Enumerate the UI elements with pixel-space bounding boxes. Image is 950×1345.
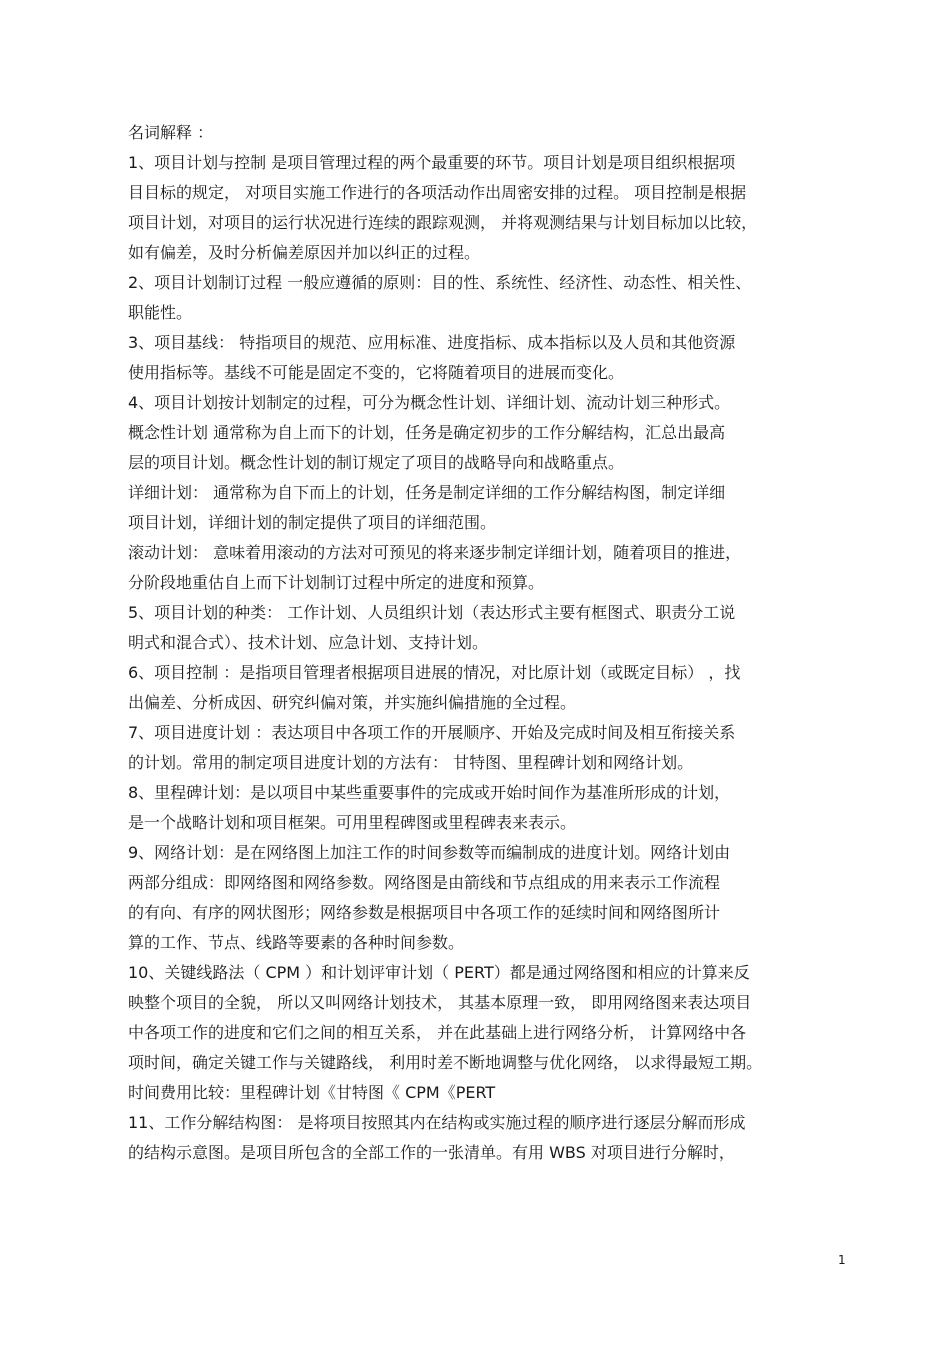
text-line: 明式和混合式）、技术计划、应急计划、支持计划。 [128,633,489,652]
text-line: 出偏差、分析成因、研究纠偏对策，并实施纠偏措施的全过程。 [128,693,577,712]
text-line: 项目计划，详细计划的制定提供了项目的详细范围。 [128,513,497,532]
text-line: 映整个项目的全貌， 所以又叫网络计划技术， 其基本原理一致， 即用网络图来表达项目 [128,993,752,1012]
text-line: 11、工作分解结构图： 是将项目按照其内在结构或实施过程的顺序进行逐层分解而形成 [128,1113,746,1132]
text-line: 项目计划，对项目的运行状况进行连续的跟踪观测， 并将观测结果与计划目标加以比较， [128,213,758,232]
text-line: 分阶段地重估自上而下计划制订过程中所定的进度和预算。 [128,573,545,592]
text-line: 如有偏差，及时分析偏差原因并加以纠正的过程。 [128,243,481,262]
text-line: 1、项目计划与控制 是项目管理过程的两个最重要的环节。项目计划是项目组织根据项 [128,153,736,172]
text-line: 7、项目进度计划 ：表达项目中各项工作的开展顺序、开始及完成时间及相互衔接关系 [128,723,736,742]
text-line: 层的项目计划。概念性计划的制订规定了项目的战略导向和战略重点。 [128,453,625,472]
text-line: 5、项目计划的种类： 工作计划、人员组织计划（表达形式主要有框图式、职责分工说 [128,603,736,622]
text-line: 项时间，确定关键工作与关键路线， 利用时差不断地调整与优化网络， 以求得最短工期。 [128,1053,763,1072]
text-line: 名词解释 ： [128,123,214,142]
text-line: 时间费用比较：里程碑计划《甘特图《 CPM《PERT [128,1083,496,1102]
text-line: 两部分组成：即网络图和网络参数。网络图是由箭线和节点组成的用来表示工作流程 [128,873,721,892]
text-line: 概念性计划 通常称为自上而下的计划，任务是确定初步的工作分解结构，汇总出最高 [128,423,726,442]
text-line: 滚动计划： 意味着用滚动的方法对可预见的将来逐步制定详细计划，随着项目的推进， [128,543,742,562]
text-line: 的有向、有序的网状图形；网络参数是根据项目中各项工作的延续时间和网络图所计 [128,903,721,922]
text-line: 的计划。常用的制定项目进度计划的方法有： 甘特图、里程碑计划和网络计划。 [128,753,694,772]
text-line: 3、项目基线： 特指项目的规范、应用标准、进度指标、成本指标以及人员和其他资源 [128,333,736,352]
text-line: 的结构示意图。是项目所包含的全部工作的一张清单。有用 WBS 对项目进行分解时， [128,1143,735,1162]
text-line: 中各项工作的进度和它们之间的相互关系， 并在此基础上进行网络分析， 计算网络中各 [128,1023,747,1042]
text-line: 8、里程碑计划：是以项目中某些重要事件的完成或开始时间作为基准所形成的计划， [128,783,731,802]
text-line: 是一个战略计划和项目框架。可用里程碑图或里程碑表来表示。 [128,813,577,832]
text-line: 算的工作、节点、线路等要素的各种时间参数。 [128,933,465,952]
text-line: 职能性。 [128,303,193,322]
text-line: 目目标的规定， 对项目实施工作进行的各项活动作出周密安排的过程。 项目控制是根据 [128,183,747,202]
text-line: 4、项目计划按计划制定的过程，可分为概念性计划、详细计划、流动计划三种形式。 [128,393,731,412]
text-line: 9、网络计划：是在网络图上加注工作的时间参数等而编制成的进度计划。网络计划由 [128,843,731,862]
text-line: 详细计划： 通常称为自下而上的计划，任务是制定详细的工作分解结构图，制定详细 [128,483,726,502]
text-line: 6、项目控制 ：是指项目管理者根据项目进展的情况，对比原计划（或既定目标） ，找 [128,663,741,682]
text-line: 10、关键线路法（ CPM ）和计划评审计划（ PERT）都是通过网络图和相应的计算来反 [128,963,750,982]
text-line: 2、项目计划制订过程 一般应遵循的原则：目的性、系统性、经济性、动态性、相关性、 [128,273,752,292]
page-number: 1 [838,1253,846,1267]
document-body [128,118,858,1168]
text-line: 使用指标等。基线不可能是固定不变的，它将随着项目的进展而变化。 [128,363,625,382]
